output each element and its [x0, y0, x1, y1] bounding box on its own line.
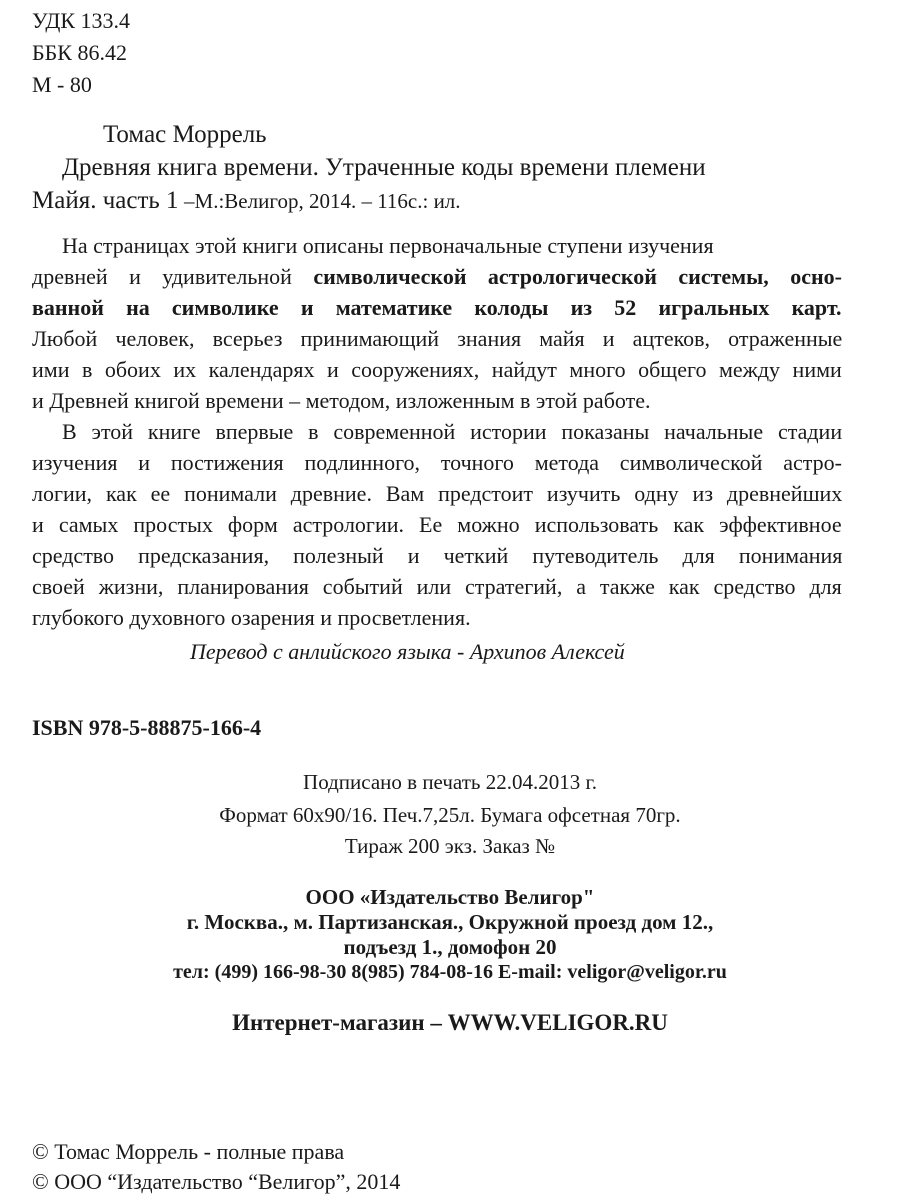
publisher-contacts: тел: (499) 166-98-30 8(985) 784-08-16 E-mail: veligor@veligor.ru	[173, 961, 727, 983]
p1-bold-text: символической астрологической системы, осно-	[313, 264, 842, 289]
annotation-p2-line1: В этой книге впервые в современной истории показаны начальные стадии	[62, 419, 843, 444]
annotation-p2-line6: своей жизни, планирования событий или стратегий, а также как средство для	[32, 574, 842, 599]
book-title-line2	[32, 188, 461, 213]
annotation-p1-line4: Любой человек, всерьез принимающий знания майя и ацтеков, отраженные	[32, 326, 843, 351]
bbk-code: ББК 86.42	[32, 40, 127, 65]
annotation-p2-line5: средство предсказания, полезный и четкий путеводитель для понимания	[32, 543, 843, 568]
publisher-name: ООО «Издательство Велигор"	[305, 885, 595, 909]
signed-for-print: Подписано в печать 22.04.2013 г.	[303, 770, 597, 794]
annotation-p1-line1	[62, 235, 842, 257]
p1-text: На страницах этой книги описаны первоначальные ступени изучения	[62, 233, 714, 258]
book-title-subtitle: Майя. часть 1	[32, 187, 179, 214]
annotation-p1-line3: ванной на символике и математике колоды из 52 игральных карт.	[32, 295, 842, 320]
circulation: Тираж 200 экз. Заказ №	[344, 834, 556, 858]
translation-credit: Перевод с анлийского языка - Архипов Алексей	[190, 639, 625, 664]
publisher-address-line2: подъезд 1., домофон 20	[343, 935, 557, 959]
print-format: Формат 60х90/16. Печ.7,25л. Бумага офсетная 70гр.	[219, 803, 681, 827]
book-title-line1: Древняя книга времени. Утраченные коды времени племени	[62, 154, 706, 181]
p1-text: древней и удивительной	[32, 264, 314, 289]
publication-details: –М.:Велигор, 2014. – 116с.: ил.	[184, 189, 461, 213]
author-name: Томас Моррель	[103, 121, 267, 148]
annotation-p2-line4: и самых простых форм астрологии. Ее можно использовать как эффективное	[32, 512, 842, 537]
copyright-publisher: © ООО “Издательство “Велигор”, 2014	[32, 1169, 401, 1194]
annotation-p2-line7: глубокого духовного озарения и просветления.	[32, 605, 471, 630]
annotation-p1-line6: и Древней книгой времени – методом, изложенным в этой работе.	[32, 388, 651, 413]
annotation-p1-line5: ими в обоих их календарях и сооружениях, найдут много общего между ними	[32, 357, 842, 382]
author-code: М - 80	[32, 72, 92, 97]
online-store: Интернет-магазин – WWW.VELIGOR.RU	[232, 1010, 668, 1035]
publisher-address-line1: г. Москва., м. Партизанская., Окружной проезд дом 12.,	[186, 910, 714, 934]
copyright-author: © Томас Моррель - полные права	[32, 1139, 345, 1164]
udk-code: УДК 133.4	[32, 8, 131, 33]
isbn: ISBN 978-5-88875-166-4	[32, 715, 262, 740]
annotation-p1-line2	[32, 266, 842, 288]
annotation-p2-line2: изучения и постижения подлинного, точного метода символической астро-	[32, 450, 842, 475]
annotation-p2-line3: логии, как ее понимали древние. Вам предстоит изучить одну из древнейших	[32, 481, 843, 506]
